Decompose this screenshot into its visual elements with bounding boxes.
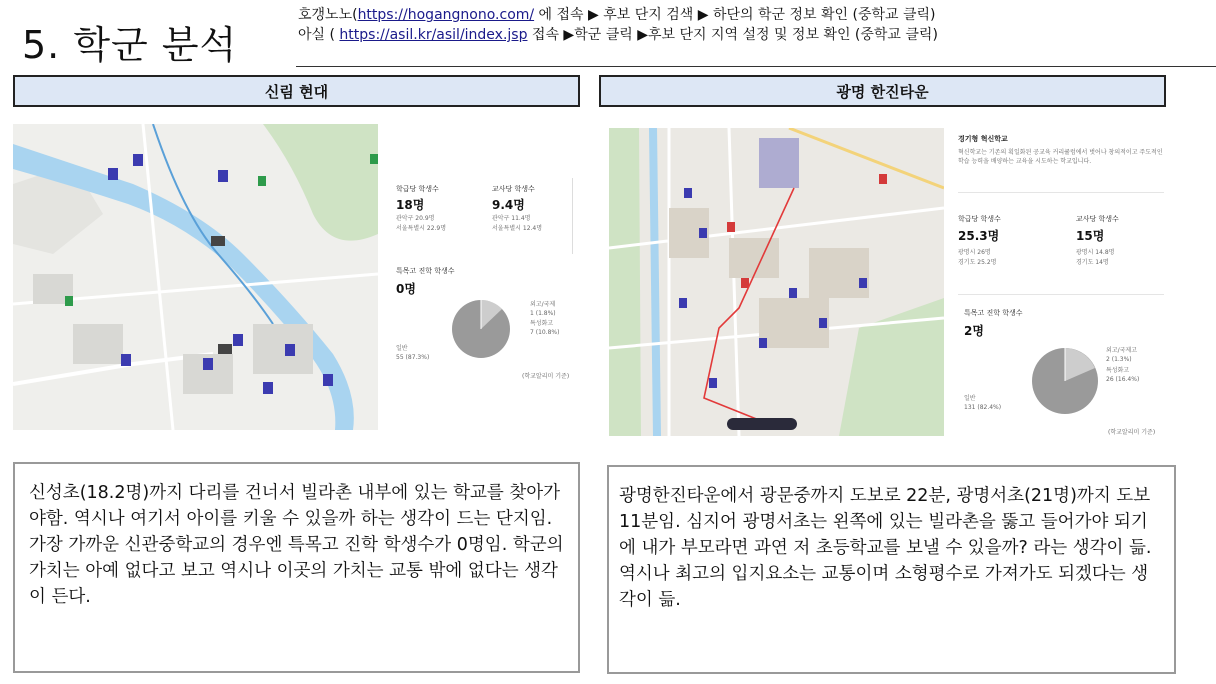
school-marker-icon [679,298,687,308]
right-map-screenshot [609,128,944,436]
poi-marker-icon [741,278,749,288]
right-school-info-card: 경기형 혁신학교 혁신학교는 기존의 획일화된 공교육 커리큘럼에서 벗어나 창의적이고 주도적인 학습 능력을 배양하는 교육을 시도하는 학교입니다. 학급당 학생수 25.3명 광명시 26명 경기도 25.2명 교사당 학생수 15명 광명시 14.8명 경기도 14명 특목고 진학 학생수 2명 외고/국제고 2 (1.3%) 특성화고 26 (16.4%) 일반 131 (82.4%) (학교알리미 기준) [952,128,1168,438]
park-marker-icon [370,154,378,164]
poi-marker-icon [727,222,735,232]
school-marker-icon [108,168,118,180]
hogangnono-link[interactable]: https://hogangnono.com/ [357,7,535,23]
right-analysis-text: 광명한진타운에서 광문중까지 도보로 22분, 광명서초(21명)까지 도보 11분임. 심지어 광명서초는 왼쪽에 있는 빌라촌을 뚫고 들어가야 되기에 내가 부모라면 과연 저 초등학교를 보낼 수 있을까? 라는 생각이 듦. 역시나 최고의 입지요소는 교통이며 소형평수로 가져가도 되겠다는 생각이 듦. [607,465,1176,674]
source-line-hogangnono: 호갱노노(https://hogangnono.com/ 에 접속 ▶ 후보 단지 검색 ▶ 하단의 학군 정보 확인 (중학교 클릭) [298,7,936,23]
school-marker-icon [759,338,767,348]
school-marker-icon [121,354,131,366]
poi-marker-icon [879,174,887,184]
page-title: 5. 학군 분석 [22,23,238,67]
school-marker-icon [819,318,827,328]
source-line-asil: 아실 ( https://asil.kr/asil/index.jsp 접속 ▶학군 클릭 ▶후보 단지 지역 설정 및 정보 확인 (중학교 클릭) [298,27,938,43]
subway-marker-icon [211,236,225,246]
school-marker-icon [285,344,295,356]
left-pie-chart [450,298,512,360]
school-marker-icon [218,170,228,182]
park-marker-icon [65,296,73,306]
school-marker-icon [203,358,213,370]
left-map-image [13,124,378,430]
school-marker-icon [709,378,717,388]
right-section-header: 광명 한진타운 [599,75,1166,107]
school-marker-icon [859,278,867,288]
left-analysis-text: 신성초(18.2명)까지 다리를 건너서 빌라촌 내부에 있는 학교를 찾아가야함. 역시나 여기서 아이를 키울 수 있을까 하는 생각이 드는 단지임. 가장 가까운 신관중학교의 경우엔 특목고 진학 학생수가 0명임. 학군의 가치는 아예 없다고 보고 역시나 이곳의 가치는 교통 밖에 없다는 생각이 든다. [13,462,580,673]
subway-marker-icon [218,344,232,354]
left-section-header: 신림 현대 [13,75,580,107]
school-marker-icon [323,374,333,386]
map-caption-chip [727,418,797,430]
school-marker-icon [699,228,707,238]
asil-link[interactable]: https://asil.kr/asil/index.jsp [339,27,528,43]
school-zone-icon [759,138,799,188]
school-marker-icon [684,188,692,198]
right-map-image [609,128,944,436]
school-marker-icon [133,154,143,166]
school-marker-icon [233,334,243,346]
left-map-screenshot [13,124,378,430]
left-school-info-card: 학급당 학생수 18명 관악구 20.9명 서울특별시 22.9명 교사당 학생수 9.4명 관악구 11.4명 서울특별시 12.4명 특목고 진학 학생수 0명 외고/국제 1 (1.8%) 특성화고 7 (10.8%) 일반 55 (87.3%) (학교알리미 기준) [386,178,576,436]
header-divider [296,66,1216,67]
school-marker-icon [789,288,797,298]
school-marker-icon [263,382,273,394]
park-marker-icon [258,176,266,186]
right-pie-chart [1030,346,1100,416]
